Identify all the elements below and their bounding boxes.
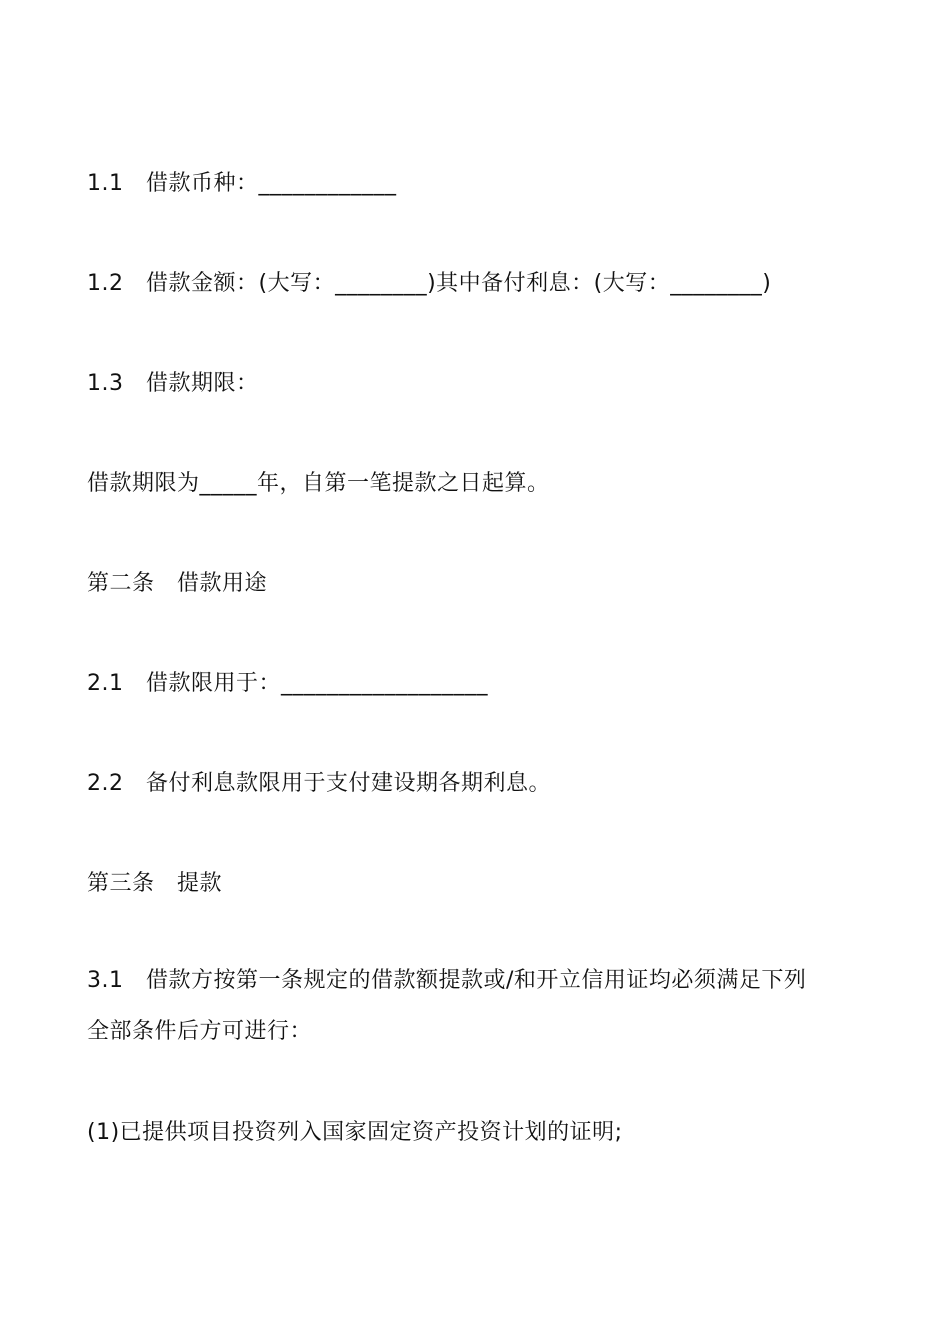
clause-1-1-currency: 1.1 借款币种：____________ (87, 171, 397, 196)
clause-1-2-amount: 1.2 借款金额：(大写：________)其中备付利息：(大写：________) (87, 271, 772, 296)
article-3-heading: 第三条 提款 (87, 871, 223, 896)
clause-2-1-purpose: 2.1 借款限用于：__________________ (87, 671, 488, 696)
clause-3-1-text-line-1: 3.1 借款方按第一条规定的借款额提款或/和开立信用证均必须满足下列 (87, 968, 807, 993)
condition-1-text: (1)已提供项目投资列入国家固定资产投资计划的证明; (87, 1120, 623, 1145)
clause-3-1-text-line-2: 全部条件后方可进行： (87, 1019, 313, 1044)
clause-2-2-interest-use: 2.2 备付利息款限用于支付建设期各期利息。 (87, 771, 551, 796)
article-2-heading: 第二条 借款用途 (87, 571, 268, 596)
clause-1-3-term-heading: 1.3 借款期限： (87, 371, 259, 396)
clause-1-3-term-text: 借款期限为_____年，自第一笔提款之日起算。 (87, 471, 550, 496)
